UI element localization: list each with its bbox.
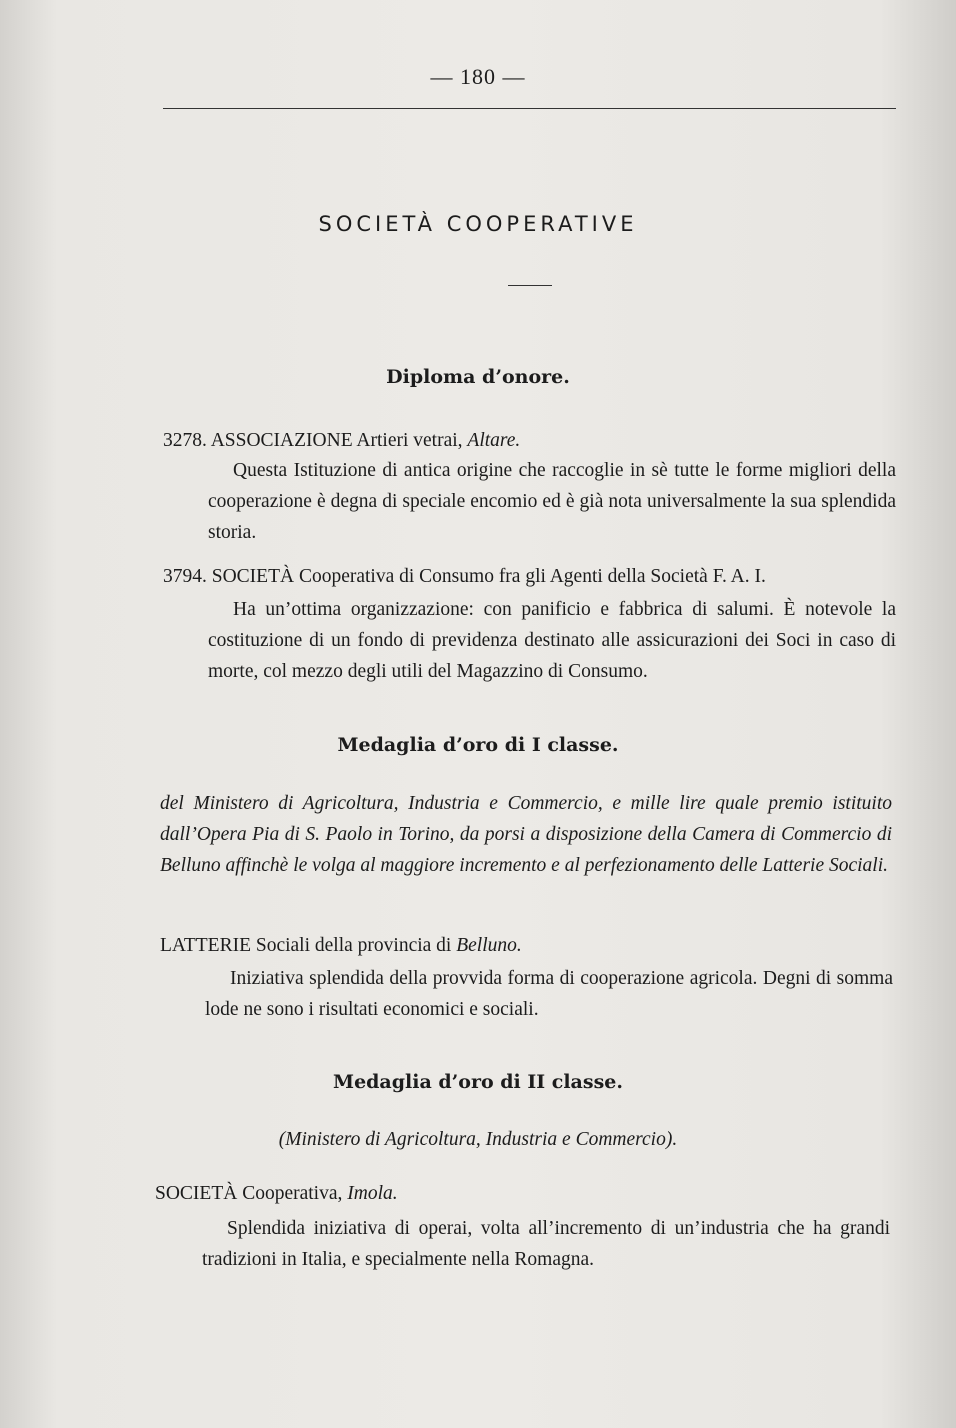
latterie-text: Iniziativa splendida della provvida forma di cooperazione agricola. Degni di somma lode ne sono i risultati economici e sociali. <box>205 968 893 1020</box>
entry-place: Altare. <box>467 430 521 451</box>
medal-2-heading: Medaglia d’oro di II classe. <box>333 1071 623 1093</box>
entry-place: Imola. <box>347 1183 398 1204</box>
entry-3794-title <box>163 566 766 588</box>
societa-imola-title <box>155 1183 398 1205</box>
entry-number: 3278. <box>163 430 207 451</box>
entry-name: SOCIETÀ Cooperativa, <box>155 1183 343 1204</box>
entry-name: ASSOCIAZIONE Artieri vetrai, <box>210 430 463 451</box>
entry-3278-text: Questa Istituzione di antica origine che raccoglie in sè tutte le forme migliori della cooperazione è degna di speciale encomio ed è già nota universalmente la sua splendida storia. <box>208 460 896 543</box>
medal-1-heading: Medaglia d’oro di I classe. <box>337 734 619 756</box>
medal-2-note: (Ministero di Agricoltura, Industria e Commercio). <box>278 1129 678 1150</box>
diploma-heading: Diploma d’onore. <box>386 366 570 388</box>
medal-1-note-text: del Ministero di Agricoltura, Industria e Commercio, e mille lire quale premio istituito dall’Opera Pia di S. Paolo in Torino, da porsi a disposizione della Camera di Commercio di Belluno affinchè le volga al maggiore incremento e al perfezionamento delle Latterie Sociali. <box>160 793 892 876</box>
entry-3278-title <box>163 430 520 452</box>
section-title: SOCIETÀ COOPERATIVE <box>318 212 638 236</box>
entry-3794-text: Ha un’ottima organizzazione: con panificio e fabbrica di salumi. È notevole la costituzione di un fondo di previdenza destinato alle assicurazioni dei Soci in caso di morte, col mezzo degli utili del Magazzino di Consumo. <box>208 599 896 682</box>
entry-name: SOCIETÀ Cooperativa di Consumo fra gli Agenti della Società F. A. I. <box>211 566 766 587</box>
entry-place: Belluno. <box>456 935 522 956</box>
title-divider <box>508 285 552 286</box>
entry-number: 3794. <box>163 566 207 587</box>
entry-name: LATTERIE Sociali della provincia di <box>160 935 452 956</box>
medal-1-note <box>160 788 892 881</box>
page-number: — 180 — <box>430 64 526 89</box>
top-rule <box>163 108 896 109</box>
latterie-title <box>160 935 522 957</box>
societa-imola-text: Splendida iniziativa di operai, volta all’incremento di un’industria che ha grandi tradizioni in Italia, e specialmente nella Romagna. <box>202 1218 890 1270</box>
